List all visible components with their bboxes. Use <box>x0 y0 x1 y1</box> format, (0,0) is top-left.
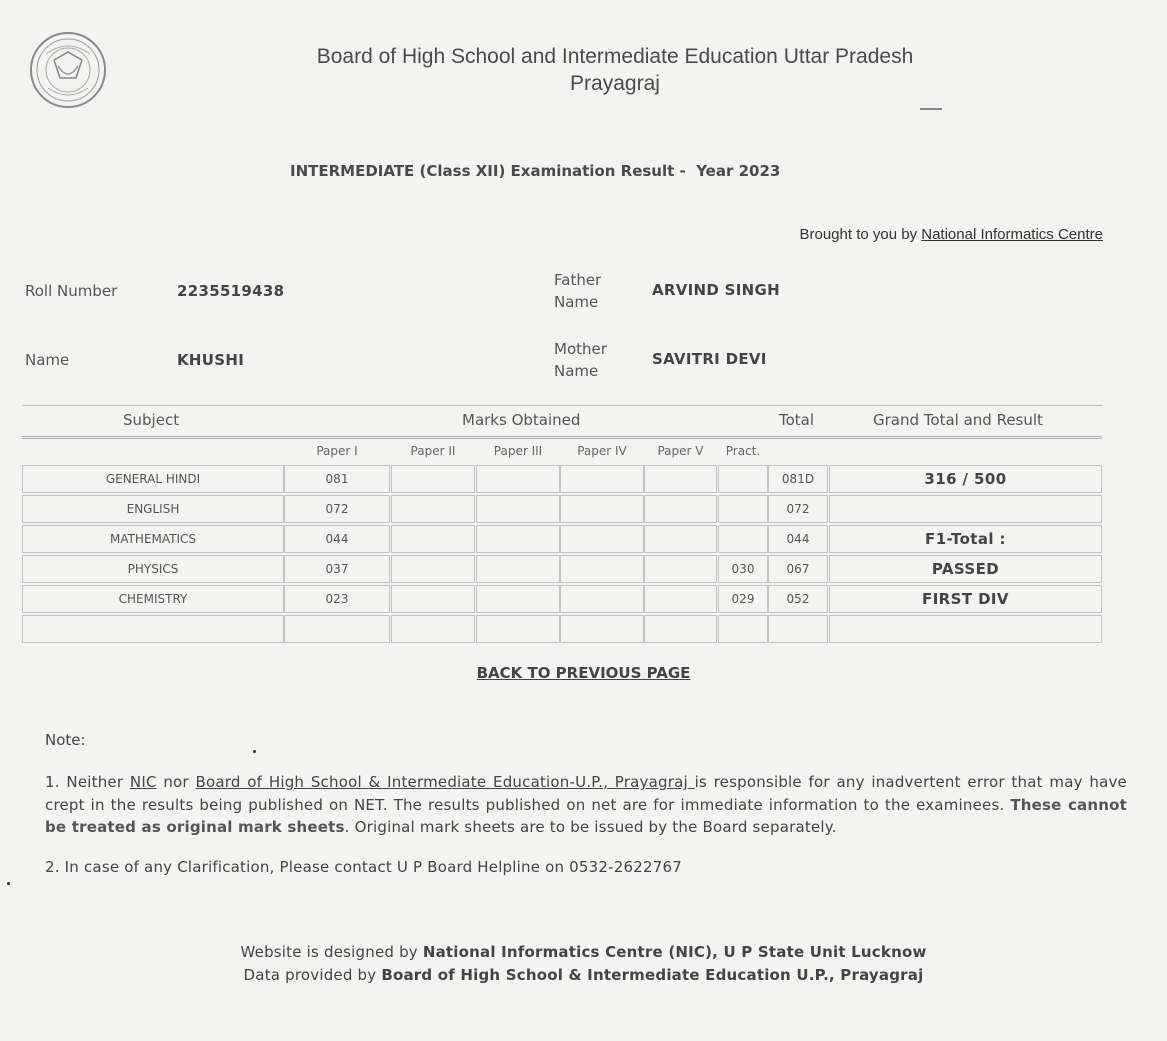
total-header: Total <box>779 411 815 429</box>
subject-cell: CHEMISTRY <box>22 585 284 613</box>
note-helpline: 2. In case of any Clarification, Please contact U P Board Helpline on 0532-2622767 <box>45 858 682 876</box>
table-row <box>22 495 1102 525</box>
footer-designed-by <box>0 943 1167 961</box>
paper-2-cell <box>391 615 475 643</box>
total-cell: 081D <box>768 465 828 493</box>
result-cell: FIRST DIV <box>829 585 1102 613</box>
practical-header: Pract. <box>725 444 761 458</box>
subject-cell: GENERAL HINDI <box>22 465 284 493</box>
grand-total-header: Grand Total and Result <box>873 411 1043 429</box>
total-cell: 044 <box>768 525 828 553</box>
subject-header: Subject <box>123 411 180 429</box>
board-link-text[interactable]: Board of High School & Intermediate Education-U.P., Prayagraj <box>195 773 695 791</box>
ink-speck <box>7 882 10 885</box>
paper-5-cell <box>644 615 717 643</box>
paper-4-cell <box>560 525 644 553</box>
name-label: Name <box>25 351 70 369</box>
table-row <box>22 615 1102 645</box>
note1-text: 1. Neither <box>45 773 130 791</box>
paper-4-cell <box>560 615 644 643</box>
paper-4-cell <box>560 495 644 523</box>
result-cell <box>829 495 1102 523</box>
note1-text: is responsible for any inadvertent error that may have crept in the results being published on NET. The results published on net are for immediate information to the examinees. <box>45 773 1127 814</box>
result-cell: PASSED <box>829 555 1102 583</box>
marks-rows <box>22 465 1102 645</box>
back-link-text[interactable]: BACK TO PREVIOUS PAGE <box>476 664 691 682</box>
result-cell: F1-Total : <box>829 525 1102 553</box>
practical-cell: 029 <box>718 585 768 613</box>
mother-name-label-line2: Name <box>554 362 599 380</box>
father-name-label-line2: Name <box>554 293 599 311</box>
paper-1-cell: 081 <box>284 465 390 493</box>
note-disclaimer <box>45 771 1127 839</box>
paper-1-cell: 023 <box>284 585 390 613</box>
roll-number-label: Roll Number <box>25 282 118 300</box>
footer-data-provided <box>0 966 1167 984</box>
pen-mark <box>920 108 942 110</box>
subject-cell: ENGLISH <box>22 495 284 523</box>
note-heading: Note: <box>45 731 86 749</box>
paper-5-cell <box>644 525 717 553</box>
paper-3-cell <box>476 465 560 493</box>
paper-4-cell <box>560 555 644 583</box>
table-row <box>22 555 1102 585</box>
paper-3-header: Paper III <box>493 444 543 458</box>
paper-1-header: Paper I <box>316 444 358 458</box>
paper-1-cell: 037 <box>284 555 390 583</box>
paper-1-cell: 072 <box>284 495 390 523</box>
practical-cell: 030 <box>718 555 768 583</box>
paper-3-cell <box>476 585 560 613</box>
practical-cell <box>718 495 768 523</box>
table-row <box>22 525 1102 555</box>
subject-cell: PHYSICS <box>22 555 284 583</box>
paper-5-cell <box>644 555 717 583</box>
note1-warning: These cannot be treated as original mark sheets <box>45 795 1127 836</box>
subject-cell: MATHEMATICS <box>22 525 284 553</box>
practical-cell <box>718 465 768 493</box>
exam-title: INTERMEDIATE (Class XII) Examination Result - Year 2023 <box>290 162 781 180</box>
ink-speck <box>253 750 256 753</box>
paper-header-row <box>22 439 1102 465</box>
total-cell <box>768 615 828 643</box>
back-to-previous-page-link[interactable] <box>0 664 1167 682</box>
board-city: Prayagraj <box>570 72 660 95</box>
paper-3-cell <box>476 525 560 553</box>
table-header-row <box>22 406 1102 439</box>
roll-number-value: 2235519438 <box>177 282 285 300</box>
marks-table <box>22 405 1102 645</box>
paper-2-cell <box>391 465 475 493</box>
paper-5-header: Paper V <box>657 444 704 458</box>
paper-5-cell <box>644 465 717 493</box>
brought-by <box>800 226 1104 243</box>
footer-text: Data provided by <box>243 966 382 984</box>
paper-4-cell <box>560 585 644 613</box>
board-title: Board of High School and Intermediate Education Uttar Pradesh <box>316 45 914 68</box>
paper-3-cell <box>476 495 560 523</box>
footer-nic: National Informatics Centre (NIC), U P State Unit Lucknow <box>422 943 927 961</box>
paper-2-cell <box>391 585 475 613</box>
name-value: KHUSHI <box>177 351 245 369</box>
paper-2-cell <box>391 525 475 553</box>
paper-1-cell: 044 <box>284 525 390 553</box>
brought-by-text: Brought to you by <box>799 226 922 243</box>
table-row <box>22 585 1102 615</box>
paper-2-cell <box>391 555 475 583</box>
practical-cell <box>718 525 768 553</box>
note1-text: . Original mark sheets are to be issued by the Board separately. <box>344 818 837 836</box>
total-cell: 067 <box>768 555 828 583</box>
footer-board: Board of High School & Intermediate Education U.P., Prayagraj <box>381 966 924 984</box>
paper-2-cell <box>391 495 475 523</box>
nic-link[interactable]: National Informatics Centre <box>921 226 1103 243</box>
father-name-label-line1: Father <box>554 271 602 289</box>
table-row <box>22 465 1102 495</box>
total-cell: 072 <box>768 495 828 523</box>
marks-obtained-header: Marks Obtained <box>462 411 581 429</box>
footer-text: Website is designed by <box>240 943 423 961</box>
paper-5-cell <box>644 495 717 523</box>
practical-cell <box>718 615 768 643</box>
nic-link-text[interactable]: NIC <box>129 773 157 791</box>
paper-1-cell <box>284 615 390 643</box>
paper-3-cell <box>476 555 560 583</box>
result-cell: 316 / 500 <box>829 465 1102 493</box>
paper-3-cell <box>476 615 560 643</box>
mother-name-label-line1: Mother <box>554 340 607 358</box>
mother-name-value: SAVITRI DEVI <box>652 350 767 368</box>
paper-5-cell <box>644 585 717 613</box>
paper-4-cell <box>560 465 644 493</box>
total-cell: 052 <box>768 585 828 613</box>
subject-cell <box>22 615 284 643</box>
paper-4-header: Paper IV <box>577 444 627 458</box>
father-name-value: ARVIND SINGH <box>652 281 780 299</box>
result-cell <box>829 615 1102 643</box>
paper-2-header: Paper II <box>410 444 456 458</box>
up-government-emblem-icon <box>24 30 112 110</box>
note1-text: nor <box>156 773 196 791</box>
